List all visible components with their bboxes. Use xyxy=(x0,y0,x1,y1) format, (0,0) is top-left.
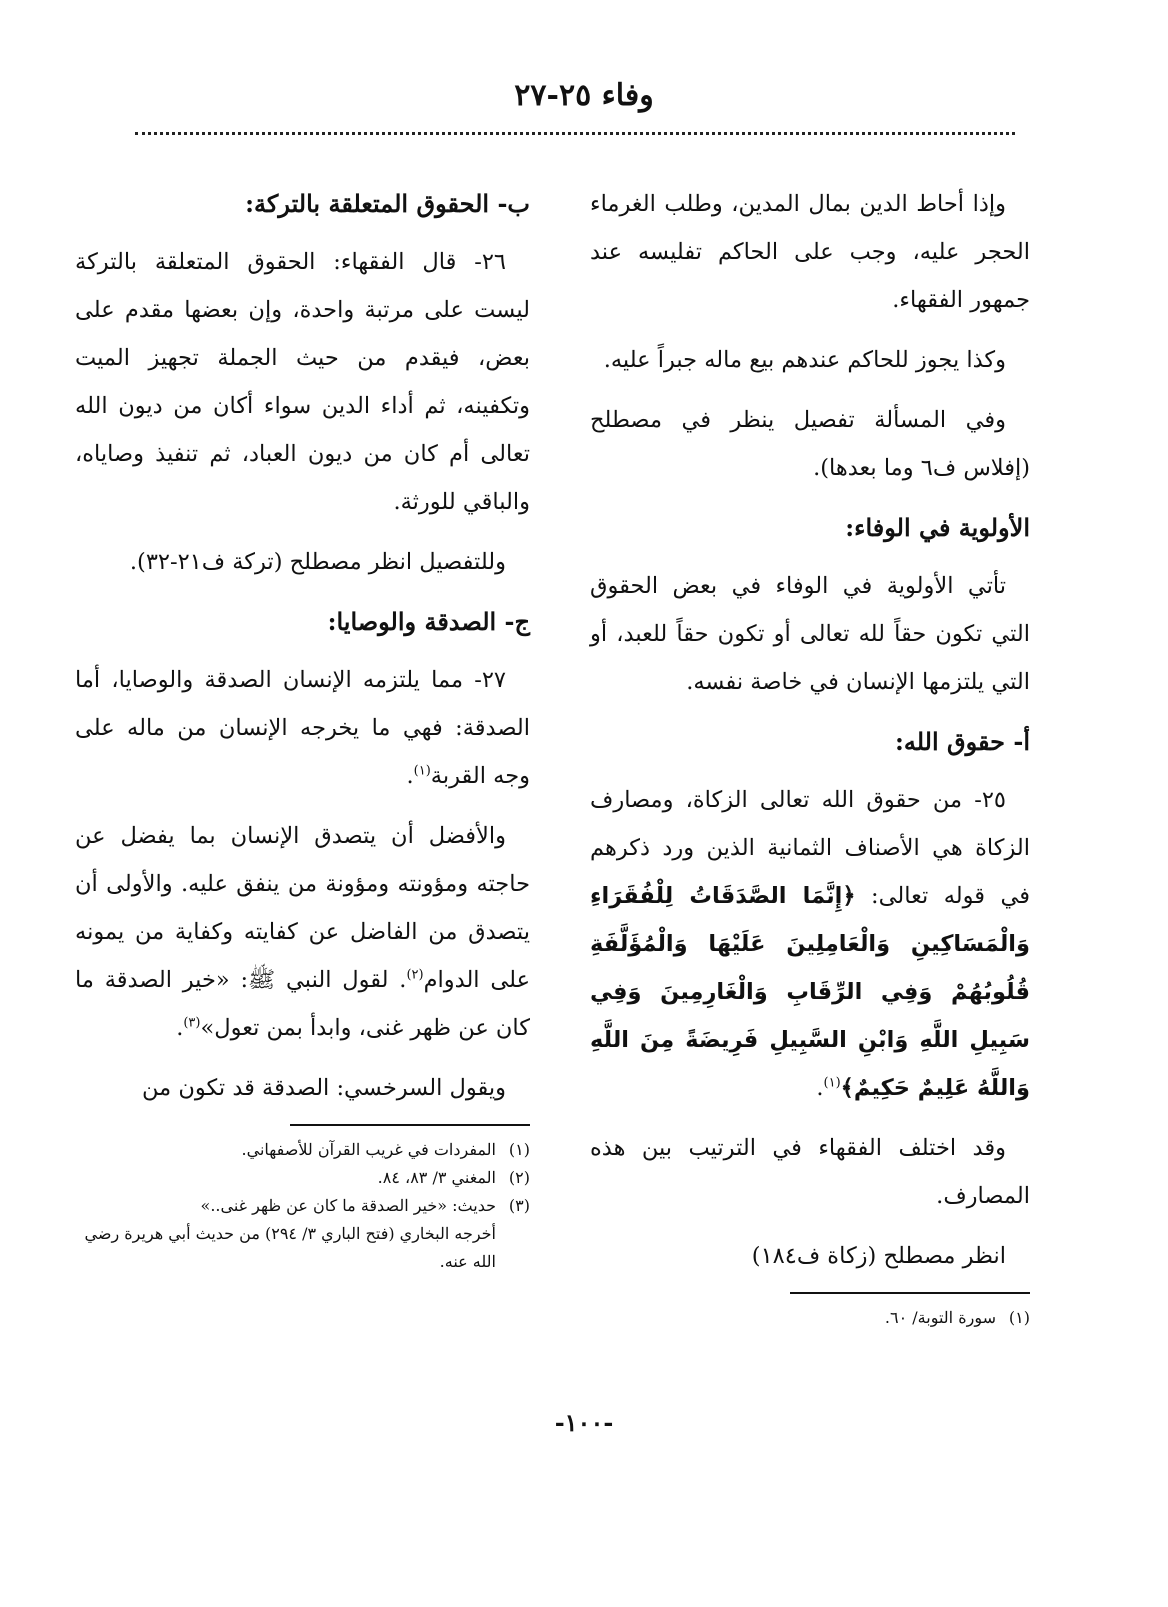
paragraph-text: . لقول النبي ﷺ: «خير الصدقة ما كان عن ظهر غنى، وابدأ بمن تعول» xyxy=(75,967,530,1041)
paragraph-text: ٢٥- من حقوق الله تعالى الزكاة، ومصارف الزكاة هي الأصناف الثمانية الذين ورد ذكرهم في قوله تعالى: xyxy=(590,787,1030,909)
footnote-ref: (١) xyxy=(413,763,431,779)
paragraph-sadaqa: ٢٧- مما يلتزمه الإنسان الصدقة والوصايا، أما الصدقة: فهي ما يخرجه الإنسان من ماله على وجه القربة$^{(١)}$. xyxy=(75,667,530,789)
footnote-ref: (١) xyxy=(823,1075,841,1091)
paragraph-best-sadaqa: والأفضل أن يتصدق الإنسان بما يفضل عن حاجته ومؤونته ومؤونة من ينفق عليه. والأولى أن يتصدق من الفاضل عن كفايته وكفاية من يمونه على الدوام$^{(٢)}$. لقول النبي ﷺ: «خير الصدقة ما كان عن ظهر غنى، وابدأ بمن تعول»$^{(٣)}$. xyxy=(75,823,530,1041)
paragraph-text: والأفضل أن يتصدق الإنسان بما يفضل عن حاجته ومؤونته ومؤونة من ينفق عليه. والأولى أن يتصدق من الفاضل عن كفايته وكفاية من يمونه على الدوام xyxy=(75,823,530,993)
header-dotted-rule xyxy=(135,132,1015,135)
paragraph: تأتي الأولوية في الوفاء في بعض الحقوق التي تكون حقاً لله تعالى أو تكون حقاً للعبد، أو التي يلتزمها الإنسان في خاصة نفسه. xyxy=(590,573,1030,695)
footnote-ref: (٣) xyxy=(183,1015,201,1031)
footnote-number: (١) xyxy=(508,1140,530,1159)
footnote-text: سورة التوبة/ ٦٠. xyxy=(884,1308,996,1327)
footnote-continuation: أخرجه البخاري (فتح الباري ٣/ ٢٩٤) من حديث أبي هريرة رضي الله عنه. xyxy=(84,1224,496,1271)
section-heading: أ- حقوق الله: xyxy=(895,727,1030,756)
footnote-text: المفردات في غريب القرآن للأصفهاني. xyxy=(241,1140,496,1159)
footnote-number: (١) xyxy=(1008,1308,1030,1327)
left-column xyxy=(75,180,530,1276)
page-header-title: وفاء ٢٥-٢٧ xyxy=(514,78,654,113)
footnote-number: (٢) xyxy=(508,1168,530,1187)
footnote-text: المغني ٣/ ٨٣، ٨٤. xyxy=(377,1168,496,1187)
paragraph: وفي المسألة تفصيل ينظر في مصطلح (إفلاس ف٦ وما بعدها). xyxy=(590,407,1030,481)
footnote-ref: (٢) xyxy=(406,967,424,983)
section-heading: ب- الحقوق المتعلقة بالتركة: xyxy=(245,189,530,218)
paragraph-text: ٢٧- مما يلتزمه الإنسان الصدقة والوصايا، أما الصدقة: فهي ما يخرجه الإنسان من ماله على وجه القربة xyxy=(75,667,530,789)
footnote xyxy=(75,1136,530,1164)
section-heading: الأولوية في الوفاء: xyxy=(845,513,1030,542)
paragraph: وكذا يجوز للحاكم عندهم بيع ماله جبراً عليه. xyxy=(603,347,1006,373)
section-heading: ج- الصدقة والوصايا: xyxy=(327,607,530,636)
paragraph: انظر مصطلح (زكاة ف١٨٤) xyxy=(751,1243,1006,1269)
quran-verse: ﴿إِنَّمَا الصَّدَقَاتُ لِلْفُقَرَاءِ وَالْمَسَاكِينِ وَالْعَامِلِينَ عَلَيْهَا وَالْمُؤَلَّفَةِ قُلُوبُهُمْ وَفِي الرِّقَابِ وَالْغَارِمِينَ وَفِي سَبِيلِ اللَّهِ وَابْنِ السَّبِيلِ فَرِيضَةً مِنَ اللَّهِ وَاللَّهُ عَلِيمٌ حَكِيمٌ﴾ xyxy=(590,883,1030,1101)
footnote xyxy=(75,1192,530,1220)
footnote-rule xyxy=(790,1292,1030,1294)
footnote-number: (٣) xyxy=(508,1196,530,1215)
paragraph: وإذا أحاط الدين بمال المدين، وطلب الغرماء الحجر عليه، وجب على الحاكم تفليسه عند جمهور الفقهاء. xyxy=(590,191,1030,313)
paragraph: ويقول السرخسي: الصدقة قد تكون من xyxy=(142,1075,506,1101)
footnote-text: حديث: «خير الصدقة ما كان عن ظهر غنى..» xyxy=(200,1196,496,1215)
paragraph: وللتفصيل انظر مصطلح (تركة ف٢١-٣٢). xyxy=(129,549,506,575)
paragraph: ٢٦- قال الفقهاء: الحقوق المتعلقة بالتركة ليست على مرتبة واحدة، وإن بعضها مقدم على بعض، فيقدم من حيث الجملة تجهيز الميت وتكفينه، ثم أداء الدين سواء أكان من ديون الله تعالى أم كان من ديون العباد، ثم تنفيذ وصاياه، والباقي للورثة. xyxy=(75,249,530,515)
right-column xyxy=(590,180,1030,1332)
page-number: -١٠٠- xyxy=(554,1408,614,1437)
footnote-rule xyxy=(290,1124,530,1126)
paragraph: وقد اختلف الفقهاء في الترتيب بين هذه المصارف. xyxy=(590,1135,1030,1209)
footnote xyxy=(590,1304,1030,1332)
paragraph-zakat: ٢٥- من حقوق الله تعالى الزكاة، ومصارف الزكاة هي الأصناف الثمانية الذين ورد ذكرهم في قوله تعالى: ﴿إِنَّمَا الصَّدَقَاتُ لِلْفُقَرَاءِ وَالْمَسَاكِينِ وَالْعَامِلِينَ عَلَيْهَا وَالْمُؤَلَّفَةِ قُلُوبُهُمْ وَفِي الرِّقَابِ وَالْغَارِمِينَ وَفِي سَبِيلِ اللَّهِ وَابْنِ السَّبِيلِ فَرِيضَةً مِنَ اللَّهِ وَاللَّهُ عَلِيمٌ حَكِيمٌ﴾$^{(١)}$. xyxy=(590,787,1030,1101)
footnote xyxy=(75,1164,530,1192)
